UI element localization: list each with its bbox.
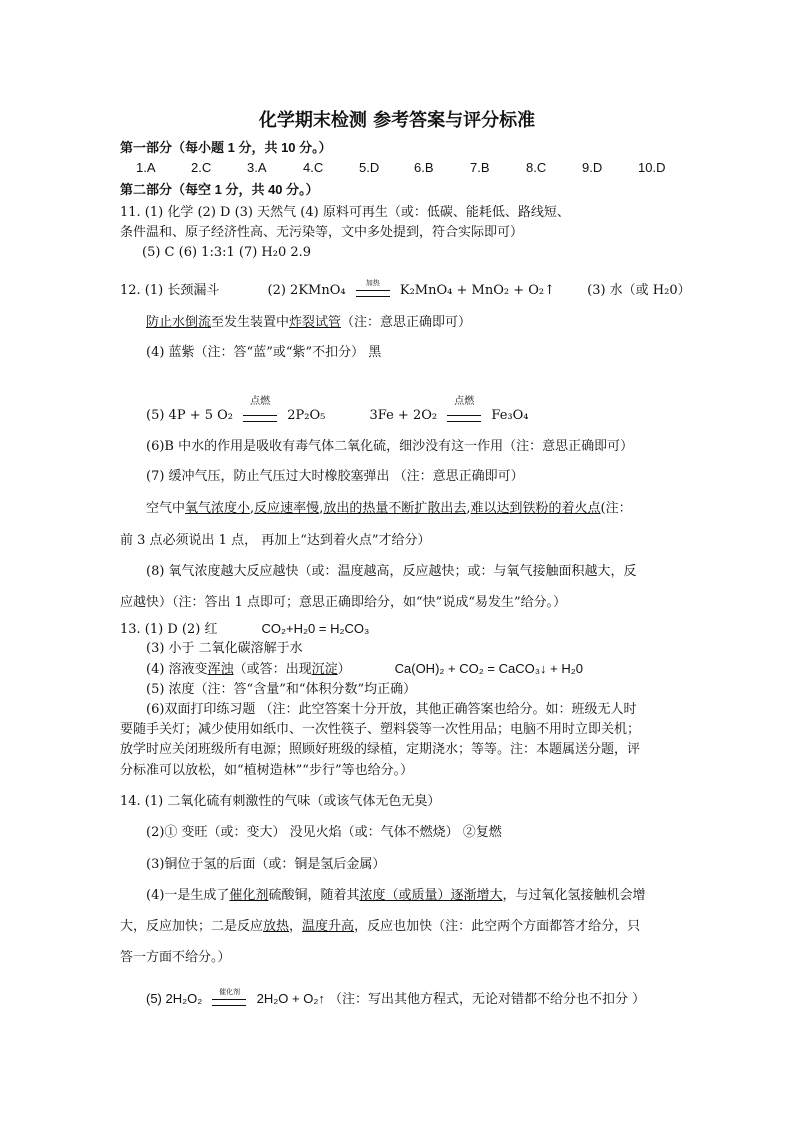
- q14-line-6: 答一方面不给分。）: [120, 950, 231, 965]
- text-span: ,: [250, 501, 255, 516]
- note-span: （注：意思正确即可）: [341, 315, 472, 330]
- answer-9: 9.D: [582, 160, 603, 175]
- q12-eq-reactant: (2) 2KMnO₄: [267, 283, 346, 298]
- condition-catalyst: 催化剂: [218, 988, 240, 996]
- answer-2: 2.C: [191, 160, 212, 175]
- q12-part1: 12. (1) 长颈漏斗: [120, 283, 220, 298]
- q12-line-6: (7) 缓冲气压，防止气压过大时橡胶塞弹出 （注：意思正确即可）: [146, 469, 524, 484]
- text-span: 13. (1) D (2) 红: [120, 622, 218, 637]
- keyword-underlined: 浓度（或质量）逐渐增大: [359, 888, 503, 903]
- equation-limewater: Ca(OH)₂ + CO₂ = CaCO₃↓ + H₂0: [394, 661, 584, 676]
- keyword-underlined: 沉淀: [311, 662, 338, 677]
- answer-3: 3.A: [247, 160, 267, 175]
- part1-heading: 第一部分（每小题 1 分，共 10 分。）: [120, 140, 332, 155]
- equation-arrow: [212, 988, 246, 1006]
- q13-line-3: [146, 660, 583, 679]
- q12-line-10: 应越快）（注：答出 1 点即可；意思正确即给分，如“快”说成“易发生”给分。）: [120, 595, 567, 610]
- q14-line-3: (3)铜位于氢的后面（或：铜是氢后金属）: [146, 857, 386, 872]
- text-span: ）: [337, 662, 351, 677]
- text-span: ,: [319, 501, 324, 516]
- eq-h2o2-reactant: (5) 2H₂O₂: [146, 991, 203, 1006]
- q13-line-4: (5) 浓度（注：答“含量”和“体积分数”均正确）: [146, 682, 417, 697]
- q11-line-3: (5) C (6) 1:3:1 (7) H₂0 2.9: [142, 245, 312, 260]
- note-span: （注：写出其他方程式，无论对错都不给分也不扣分 ）: [329, 992, 646, 1007]
- q12-eq-products: K₂MnO₄ + MnO₂ + O₂↑: [399, 283, 555, 298]
- keyword-underlined: 反应速率慢: [254, 501, 320, 516]
- q13-line-8: 分标准可以放松，如“植树造林”“步行”等也给分。）: [120, 763, 414, 778]
- answer-5: 5.D: [359, 160, 380, 175]
- text-span: (注：: [600, 501, 632, 516]
- q13-line-5: (6)双面打印练习题 （注：此空答案十分开放，其他正确答案也给分。如：班级无人时: [146, 702, 637, 717]
- text-span: 大，反应加快；二是反应: [120, 919, 264, 934]
- keyword-underlined: 防止水倒流: [146, 315, 212, 330]
- text-span: ，反应也加快（注：此空两个方面都答才给分，只: [354, 919, 641, 934]
- condition-ignite: 点燃: [454, 396, 475, 407]
- answer-4: 4.C: [303, 160, 324, 175]
- eq-p-reactants: (5) 4P + 5 O₂: [146, 408, 233, 423]
- q14-line-5: [120, 918, 640, 936]
- eq-fe-reactants: 3Fe + 2O₂: [369, 408, 438, 423]
- condition-heat: 加热: [365, 279, 380, 287]
- page-title: 化学期末检测 参考答案与评分标准: [258, 110, 536, 131]
- answer-10: 10.D: [638, 160, 666, 175]
- q12-line-5: (6)B 中水的作用是吸收有毒气体二氧化硫，细沙没有这一作用（注：意思正确即可）: [146, 439, 634, 454]
- text-span: ，: [289, 919, 303, 934]
- q14-line-1: 14. (1) 二氧化硫有刺激性的气味（或该气体无色无臭）: [120, 794, 441, 809]
- text-span: （或答：出现: [233, 662, 312, 677]
- keyword-underlined: 催化剂: [229, 888, 269, 903]
- text-span: 至发生装置中: [211, 315, 290, 330]
- q12-line-9: (8) 氧气浓度越大反应越快（或：温度越高，反应越快；或：与氧气接触面积越大，反: [146, 564, 637, 579]
- q14-line-2: (2)① 变旺（或：变大） 没见火焰（或：气体不燃烧） ②复燃: [146, 825, 502, 840]
- keyword-underlined: 温度升高: [302, 919, 355, 934]
- keyword-underlined: 放热: [263, 919, 290, 934]
- q13-line-1: [120, 620, 369, 639]
- equation-arrow: [243, 396, 277, 422]
- answer-8: 8.C: [526, 160, 547, 175]
- q13-line-7: 放学时应关闭班级所有电源；照顾好班级的绿植，定期浇水；等等。注：本题属送分题，评: [120, 742, 641, 757]
- q12-line-7: [146, 500, 632, 518]
- condition-ignite: 点燃: [250, 396, 271, 407]
- q12-part3: (3) 水（或 H₂0）: [587, 283, 691, 298]
- equation-carbonic: CO₂+H₂0 = H₂CO₃: [261, 621, 370, 636]
- q12-line-3: (4) 蓝紫（注：答“蓝”或“紫”不扣分） 黑: [146, 345, 382, 360]
- text-span: 硫酸铜，随着其: [268, 888, 360, 903]
- keyword-underlined: 氧气浓度小: [185, 501, 251, 516]
- keyword-underlined: 炸裂试管: [289, 315, 342, 330]
- q11-line-1: 11. (1) 化学 (2) D (3) 天然气 (4) 原料可再生（或：低碳、能耗低、路线短、: [120, 205, 570, 220]
- answer-7: 7.B: [470, 160, 490, 175]
- q12-line-2: [146, 314, 471, 332]
- equation-arrow: [447, 396, 481, 422]
- part2-heading: 第二部分（每空 1 分，共 40 分。）: [120, 182, 319, 197]
- eq-fe-product: Fe₃O₄: [491, 408, 529, 423]
- q12-line-4: [146, 396, 529, 425]
- equation-arrow: [356, 279, 390, 297]
- keyword-underlined: 放出的热量不断扩散出去: [323, 501, 467, 516]
- q13-line-6: 要随手关灯；减少使用如纸巾、一次性筷子、塑料袋等一次性用品；电脑不用时立即关机；: [120, 722, 641, 737]
- text-span: (4) 溶液变: [146, 662, 208, 677]
- eq-h2o2-products: 2H₂O + O₂↑: [256, 991, 325, 1006]
- text-span: 空气中: [146, 501, 186, 516]
- text-span: (4)一是生成了: [146, 888, 230, 903]
- keyword-underlined: 浑浊: [207, 662, 234, 677]
- eq-p-product: 2P₂O₅: [287, 408, 326, 423]
- answer-6: 6.B: [414, 160, 434, 175]
- keyword-underlined: 难以达到铁粉的着火点: [470, 501, 601, 516]
- q11-line-2: 条件温和、原子经济性高、无污染等，文中多处提到，符合实际即可）: [120, 225, 524, 240]
- q14-line-7: [146, 990, 645, 1009]
- q12-line-1: [120, 279, 691, 300]
- text-span: ，与过氧化氢接触机会增: [502, 888, 646, 903]
- q12-line-8: 前 3 点必须说出 1 点， 再加上“达到着火点”才给分）: [120, 533, 431, 548]
- answer-1: 1.A: [136, 160, 156, 175]
- q14-line-4: [146, 887, 645, 905]
- text-span: ,: [466, 501, 471, 516]
- q13-line-2: (3) 小于 二氧化碳溶解于水: [146, 641, 303, 656]
